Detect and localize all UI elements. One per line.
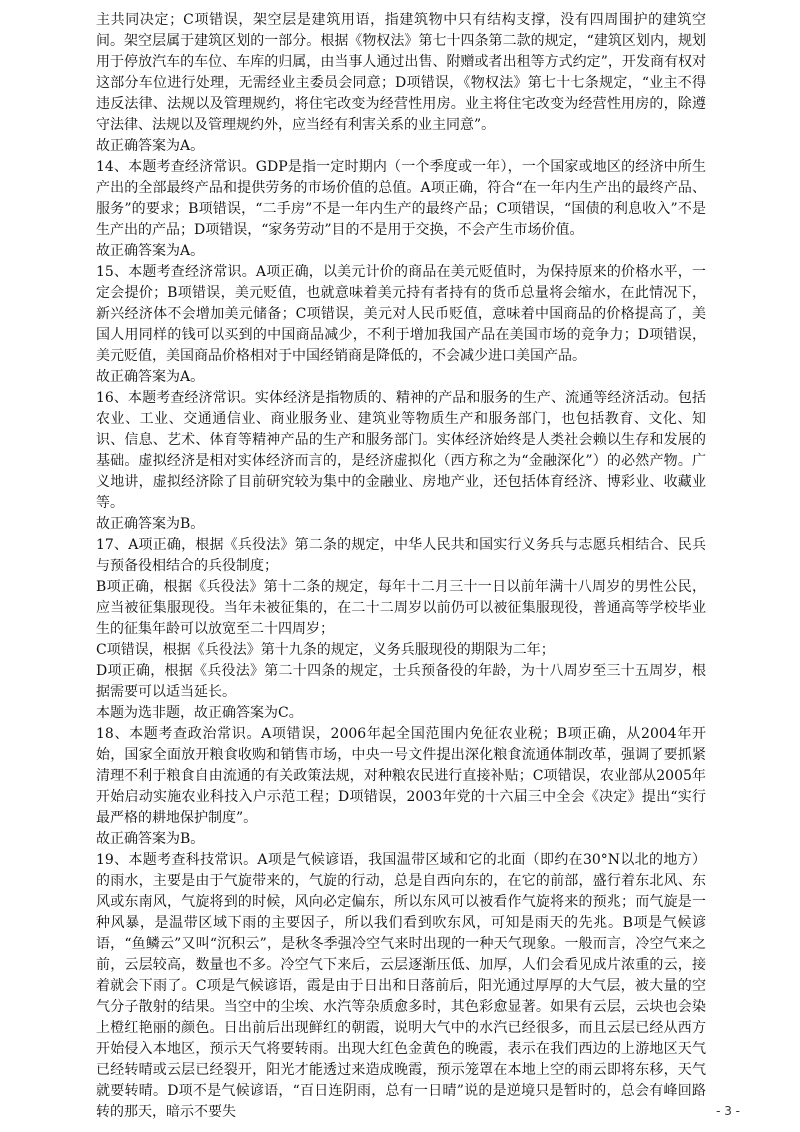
paragraph-15: 15、本题考查经济常识。A项正确，以美元计价的商品在美元贬值时，为保持原来的价格水平，一定会提价；B项错误，美元贬值，也就意味着美元持有者持有的货币总量将会缩水，在此情况下，新兴经济体不会增加美元储备；C项错误，美元对人民币贬值，意味着中国商品的价格提高了，美国人用同样的钱可以买到的中国商品减少，不利于增加我国产品在美国市场的竞争力；D项错误，美元贬值，美国商品价格相对于中国经销商是降低的，不会减少进口美国产品。 [96, 264, 706, 364]
answer-15: 故正确答案为A。 [96, 369, 205, 385]
paragraph-19: 19、本题考查科技常识。A项是气候谚语，我国温带区域和它的北面（即约在30°N以北的地方）的雨水，主要是由于气旋带来的，气旋的行动，总是自西向东的，在它的前部，盛行着东北风、东风或东南风，气旋将到的时候，风向必定偏东，所以东风可以被看作气旋将来的预兆；而气旋是一种风暴，是温带区域下雨的主要因子，所以我们看到吹东风，可知是雨天的先兆。B项是气候谚语，“鱼鳞云”又叫“沉积云”，是秋冬季强冷空气来时出现的一种天气现象。一般而言，冷空气来之前，云层较高，数量也不多。冷空气下来后，云层逐渐压低、加厚，人们会看见成片浓重的云，接着就会下雨了。C项是气候谚语，霞是由于日出和日落前后，阳光通过厚厚的大气层，被大量的空气分子散射的结果。当空中的尘埃、水汽等杂质愈多时，其色彩愈显著。如果有云层，云块也会染上橙红艳丽的颜色。日出前后出现鲜红的朝霞，说明大气中的水汽已经很多，而且云层已经从西方开始侵入本地区，预示天气将要转雨。出现大红色金黄色的晚霞，表示在我们西边的上游地区天气已经转晴或云层已经裂开，阳光才能透过来造成晚霞，预示笼罩在本地上空的雨云即将东移，天气就要转晴。D项不是气候谚语，“百日连阴雨，总有一日晴”说的是逆境只是暂时的，总会有峰回路转的那天，暗示不要失 [96, 852, 706, 1120]
paragraph-17-d: D项正确，根据《兵役法》第二十四条的规定，士兵预备役的年龄，为十八周岁至三十五周岁，根据需要可以适当延长。 [96, 663, 706, 700]
paragraph-17-b: B项正确，根据《兵役法》第十二条的规定，每年十二月三十一日以前年满十八周岁的男性公民，应当被征集服现役。当年未被征集的，在二十二周岁以前仍可以被征集服现役，普通高等学校毕业生的征集年龄可以放宽至二十四周岁； [96, 579, 706, 637]
paragraph-16: 16、本题考查经济常识。实体经济是指物质的、精神的产品和服务的生产、流通等经济活动。包括农业、工业、交通通信业、商业服务业、建筑业等物质生产和服务部门，也包括教育、文化、知识、信息、艺术、体育等精神产品的生产和服务部门。实体经济始终是人类社会赖以生存和发展的基础。虚拟经济是相对实体经济而言的，是经济虚拟化（西方称之为“金融深化”）的必然产物。广义地讲，虚拟经济除了目前研究较为集中的金融业、房地产业，还包括体育经济、博彩业、收藏业等。 [96, 390, 706, 511]
paragraph-17-a: 17、A项正确，根据《兵役法》第二条的规定，中华人民共和国实行义务兵与志愿兵相结合、民兵与预备役相结合的兵役制度； [96, 537, 706, 574]
paragraph-13-continuation: 主共同决定；C项错误，架空层是建筑用语，指建筑物中只有结构支撑，没有四周围护的建筑空间。架空层属于建筑区划的一部分。根据《物权法》第七十四条第二款的规定，“建筑区划内，规划用于停放汽车的车位、车库的归属，由当事人通过出售、附赠或者出租等方式约定”，开发商有权对这部分车位进行处理，无需经业主委员会同意；D项错误，《物权法》第七十七条规定，“业主不得违反法律、法规以及管理规约，将住宅改变为经营性用房。业主将住宅改变为经营性用房的，除遵守法律、法规以及管理规约外，应当经有利害关系的业主同意”。 [96, 12, 706, 133]
paragraph-14: 14、本题考查经济常识。GDP是指一定时期内（一个季度或一年），一个国家或地区的经济中所生产出的全部最终产品和提供劳务的市场价值的总值。A项正确，符合“在一年内生产出的最终产品、服务”的要求；B项错误，“二手房”不是一年内生产的最终产品；C项错误，“国债的利息收入”不是生产出的产品；D项错误，“家务劳动”目的不是用于交换，不会产生市场价值。 [96, 159, 706, 238]
document-body [96, 10, 706, 1123]
paragraph-17-c: C项错误，根据《兵役法》第十九条的规定，义务兵服现役的期限为二年； [96, 642, 555, 658]
paragraph-18: 18、本题考查政治常识。A项错误，2006年起全国范围内免征农业税；B项正确，从2004年开始，国家全面放开粮食收购和销售市场，中央一号文件提出深化粮食流通体制改革，强调了要抓紧清理不利于粮食自由流通的有关政策法规，对种粮农民进行直接补贴；C项错误，农业部从2005年开始启动实施农业科技入户示范工程；D项错误，2003年党的十六届三中全会《决定》提出“实行最严格的耕地保护制度”。 [96, 726, 706, 826]
answer-17: 本题为选非题，故正确答案为C。 [96, 705, 303, 721]
answer-18: 故正确答案为B。 [96, 831, 205, 847]
answer-16: 故正确答案为B。 [96, 516, 205, 532]
answer-13: 故正确答案为A。 [96, 138, 205, 154]
page-number: - 3 - [716, 1104, 740, 1118]
answer-14: 故正确答案为A。 [96, 243, 205, 259]
